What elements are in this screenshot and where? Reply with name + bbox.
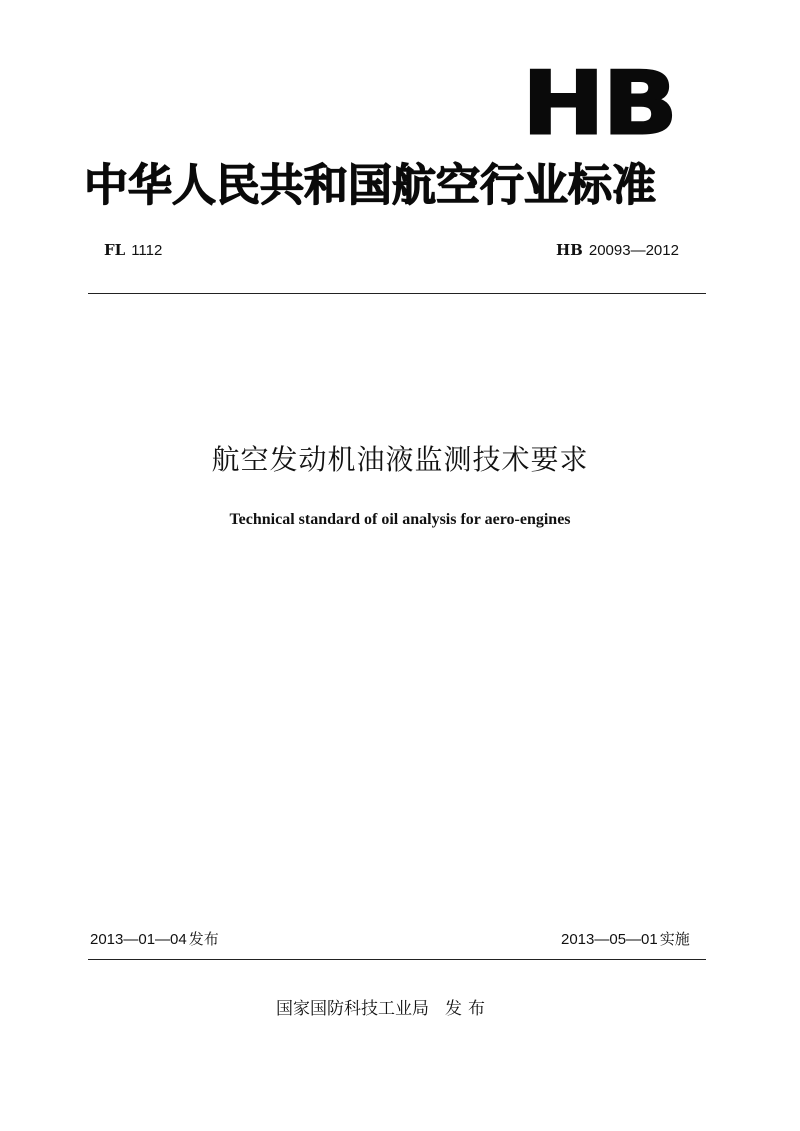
document-title-english: Technical standard of oil analysis for aero-engines — [229, 511, 571, 528]
classification-prefix: FL — [104, 241, 126, 259]
effective-date-line — [561, 928, 690, 951]
hb-logo: HB — [522, 52, 676, 155]
publisher-line — [276, 997, 491, 1021]
issue-date: 2013—01—04 — [90, 931, 187, 948]
issue-label: 发布 — [188, 930, 219, 948]
classification-code — [104, 240, 162, 261]
standard-type-heading: 中华人民共和国航空行业标准 — [84, 160, 656, 211]
publisher-name: 国家国防科技工业局 — [276, 999, 429, 1019]
classification-number: 1112 — [131, 242, 163, 259]
publisher-action: 发布 — [445, 999, 491, 1019]
effective-date: 2013—05—01 — [561, 931, 658, 948]
standard-code — [556, 240, 679, 261]
effective-label: 实施 — [659, 930, 690, 948]
standard-number: 20093—2012 — [588, 242, 679, 259]
issue-date-line — [90, 928, 219, 951]
standard-prefix: HB — [556, 241, 583, 259]
header-divider — [88, 293, 706, 294]
footer-divider — [88, 959, 706, 960]
document-title-chinese: 航空发动机油液监测技术要求 — [211, 443, 589, 476]
